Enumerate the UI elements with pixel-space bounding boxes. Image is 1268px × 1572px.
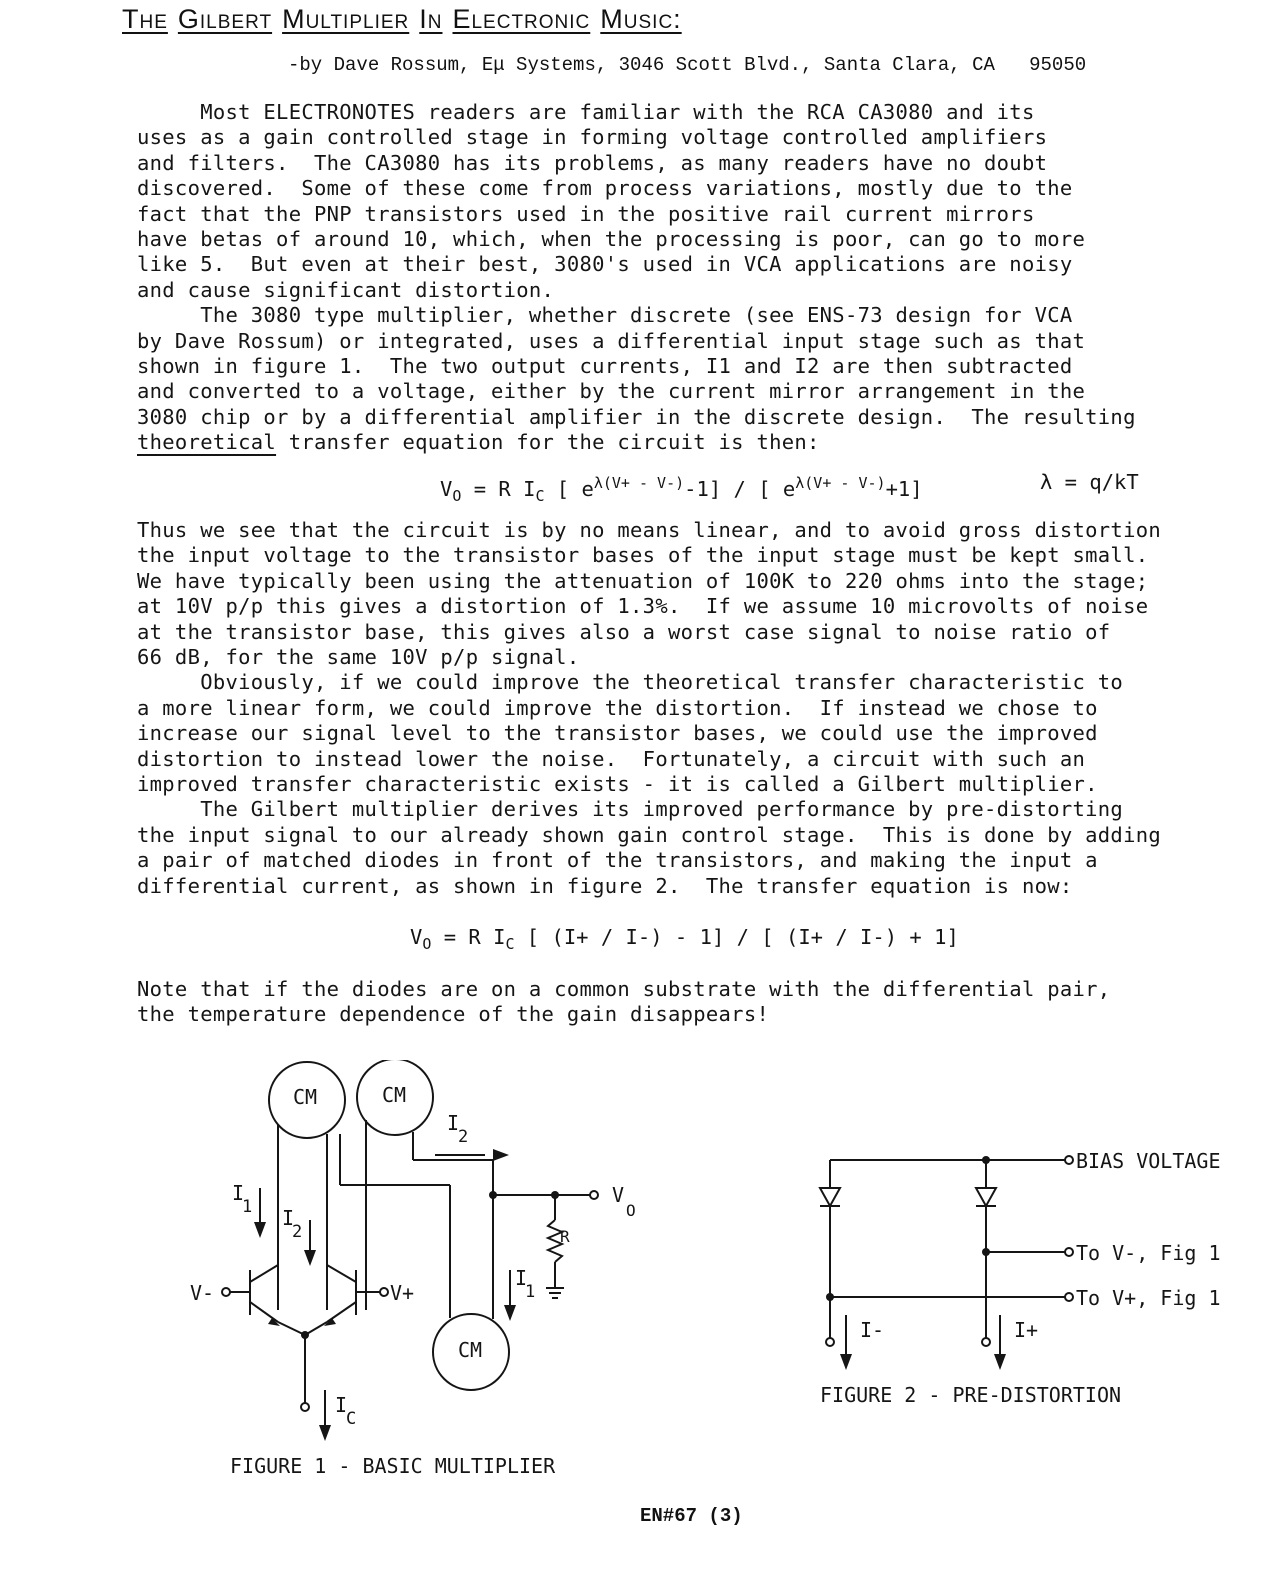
transfer-equation-2 bbox=[410, 925, 959, 953]
underlined-word: theoretical bbox=[137, 430, 277, 455]
text-line: have betas of around 10, which, when the processing is poor, can go to more bbox=[137, 227, 1086, 252]
ic-label: I bbox=[335, 1393, 348, 1417]
text-line: and converted to a voltage, either by the current mirror arrangement in the bbox=[137, 379, 1086, 404]
text-line: 3080 chip or by a differential amplifier in the discrete design. The resulting bbox=[137, 404, 1136, 429]
eq-exponent: λ(V+ - V-) bbox=[795, 474, 886, 492]
figure-2-caption: FIGURE 2 - PRE-DISTORTION bbox=[820, 1383, 1122, 1407]
text-line: discovered. Some of these come from process variations, mostly due to the bbox=[137, 176, 1073, 201]
article-title bbox=[122, 4, 692, 35]
cm-label: CM bbox=[382, 1083, 407, 1107]
i2-top-label: I bbox=[447, 1111, 460, 1135]
to-v-plus-label: To V+, Fig 1 bbox=[1076, 1286, 1221, 1310]
text-line: the input voltage to the transistor bases of the input stage must be kept small. bbox=[137, 543, 1149, 568]
text-line: fact that the PNP transistors used in the positive rail current mirrors bbox=[137, 201, 1035, 226]
i1-subscript: 1 bbox=[242, 1197, 253, 1217]
text-line: Thus we see that the circuit is by no means linear, and to avoid gross distortion bbox=[137, 518, 1162, 542]
text-line: the input signal to our already shown gain control stage. This is done by adding bbox=[137, 822, 1162, 847]
author-byline: -by Dave Rossum, Eμ Systems, 3046 Scott Blvd., Santa Clara, CA 95050 bbox=[288, 54, 1087, 76]
text-line: 66 dB, for the same 10V p/p signal. bbox=[137, 645, 580, 670]
title-word: In bbox=[419, 4, 443, 34]
eq-subscript: O bbox=[452, 486, 462, 505]
eq-text: -1] / [ e bbox=[684, 476, 796, 501]
eq-subscript: C bbox=[535, 486, 545, 505]
figure-1-schematic bbox=[180, 1060, 660, 1490]
text-line: Most ELECTRONOTES readers are familiar with the RCA CA3080 and its bbox=[137, 100, 1035, 124]
page-footer: EN#67 (3) bbox=[640, 1505, 743, 1527]
i1-label: I bbox=[232, 1181, 245, 1205]
lambda-definition: λ = q/kT bbox=[1040, 470, 1139, 494]
text-line: and filters. The CA3080 has its problems, as many readers have no doubt bbox=[137, 150, 1048, 175]
eq-symbol: V bbox=[440, 476, 453, 501]
text-line: The 3080 type multiplier, whether discrete (see ENS-73 design for VCA bbox=[137, 303, 1073, 328]
ic-subscript: C bbox=[346, 1409, 357, 1429]
i2-subscript: 2 bbox=[292, 1222, 303, 1242]
text-line: improved transfer characteristic exists - it is called a Gilbert multiplier. bbox=[137, 772, 1098, 797]
vo-label: V bbox=[612, 1183, 625, 1207]
title-word: Multiplier bbox=[282, 4, 410, 34]
transfer-equation-1 bbox=[440, 474, 923, 505]
i-minus-label: I- bbox=[860, 1318, 885, 1342]
text-line: The Gilbert multiplier derives its improved performance by pre-distorting bbox=[137, 797, 1124, 822]
bias-voltage-label: BIAS VOLTAGE bbox=[1076, 1149, 1221, 1173]
eq-symbol: V bbox=[410, 925, 423, 949]
i1-right-label: I bbox=[515, 1266, 528, 1290]
eq-subscript: O bbox=[422, 935, 432, 954]
text-line: Note that if the diodes are on a common substrate with the differential pair, bbox=[137, 977, 1111, 1001]
eq-text: +1] bbox=[885, 476, 923, 501]
title-word: Gilbert bbox=[177, 4, 273, 34]
text-line: by Dave Rossum) or integrated, uses a differential input stage such as that bbox=[137, 328, 1086, 353]
eq-subscript: C bbox=[505, 935, 515, 954]
text-line: a more linear form, we could improve the distortion. If instead we chose to bbox=[137, 695, 1098, 720]
eq-text: = R I bbox=[431, 925, 506, 949]
eq-exponent: λ(V+ - V-) bbox=[593, 474, 685, 492]
text-line: a pair of matched diodes in front of the transistors, and making the input a bbox=[137, 848, 1098, 873]
text-line: increase our signal level to the transistor bases, we could use the improved bbox=[137, 721, 1098, 746]
text-line: like 5. But even at their best, 3080's used in VCA applications are noisy bbox=[137, 252, 1073, 277]
text-line: the temperature dependence of the gain disappears! bbox=[137, 1002, 770, 1027]
r-label: R bbox=[560, 1227, 570, 1246]
text-fragment: transfer equation for the circuit is then: bbox=[276, 430, 820, 455]
paragraph-1 bbox=[137, 100, 1187, 456]
vo-subscript: O bbox=[626, 1201, 636, 1220]
figure-1-caption: FIGURE 1 - BASIC MULTIPLIER bbox=[230, 1454, 556, 1478]
text-line: at the transistor base, this gives also a worst case signal to noise ratio of bbox=[137, 619, 1111, 644]
text-line: shown in figure 1. The two output currents, I1 and I2 are then subtracted bbox=[137, 354, 1073, 379]
i2-top-subscript: 2 bbox=[458, 1127, 469, 1147]
figure-2-schematic bbox=[800, 1140, 1260, 1420]
i1-right-subscript: 1 bbox=[525, 1282, 536, 1302]
v-plus-label: V+ bbox=[390, 1281, 415, 1305]
eq-text: = R I bbox=[461, 476, 536, 501]
title-word: Music: bbox=[600, 4, 682, 34]
title-word: The bbox=[122, 4, 168, 34]
paragraph-2 bbox=[137, 518, 1187, 899]
to-v-minus-label: To V-, Fig 1 bbox=[1076, 1241, 1221, 1265]
title-word: Electronic bbox=[452, 4, 591, 34]
i-plus-label: I+ bbox=[1014, 1318, 1039, 1342]
v-minus-label: V- bbox=[190, 1281, 215, 1305]
text-line bbox=[137, 430, 1187, 455]
text-line: Obviously, if we could improve the theoretical transfer characteristic to bbox=[137, 670, 1124, 695]
cm-label: CM bbox=[458, 1338, 483, 1362]
eq-text: [ (I+ / I-) - 1] / [ (I+ / I-) + 1] bbox=[514, 925, 959, 949]
text-line: differential current, as shown in figure 2. The transfer equation is now: bbox=[137, 873, 1073, 898]
text-line: distortion to instead lower the noise. Fortunately, a circuit with such an bbox=[137, 746, 1086, 771]
cm-label: CM bbox=[293, 1085, 318, 1109]
i2-label: I bbox=[282, 1206, 295, 1230]
text-line: uses as a gain controlled stage in forming voltage controlled amplifiers bbox=[137, 125, 1048, 150]
text-line: We have typically been using the attenuation of 100K to 220 ohms into the stage; bbox=[137, 568, 1149, 593]
paragraph-3 bbox=[137, 977, 1187, 1028]
text-line: and cause significant distortion. bbox=[137, 277, 555, 302]
text-line: at 10V p/p this gives a distortion of 1.3%. If we assume 10 microvolts of noise bbox=[137, 594, 1149, 619]
eq-text: [ e bbox=[544, 476, 594, 501]
